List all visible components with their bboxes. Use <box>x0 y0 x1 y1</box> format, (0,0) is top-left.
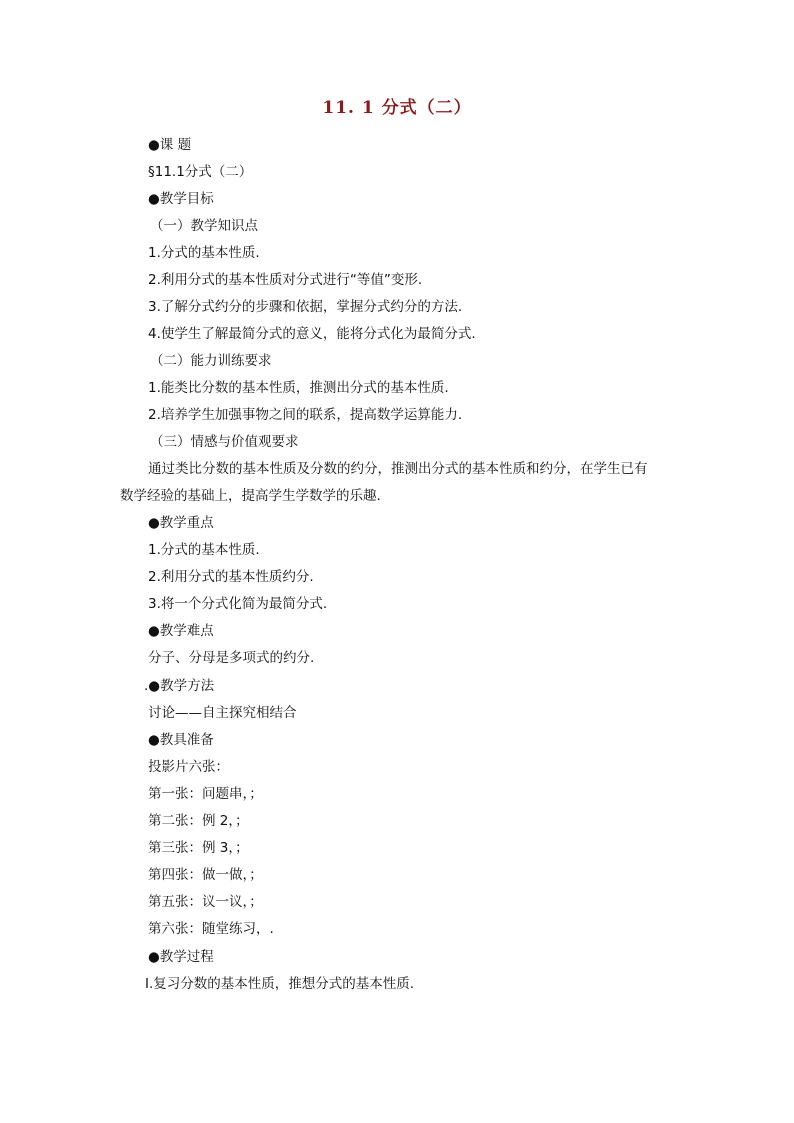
list-item: 2.利用分式的基本性质约分. <box>148 569 314 585</box>
subheading-ability: （二）能力训练要求 <box>150 353 272 369</box>
section-heading-difficulties: ●教学难点 <box>148 623 214 639</box>
list-item: 3.了解分式约分的步骤和依据，掌握分式约分的方法. <box>148 299 463 315</box>
section-heading-topic: ●课 题 <box>148 137 192 153</box>
list-item: 2.培养学生加强事物之间的联系，提高数学运算能力. <box>148 407 463 423</box>
paragraph-line: 数学经验的基础上，提高学生学数学的乐趣. <box>120 488 381 504</box>
paragraph-line: 通过类比分数的基本性质及分数的约分，推测出分式的基本性质和约分，在学生已有 <box>148 461 648 477</box>
paragraph-line: 投影片六张： <box>148 759 229 775</box>
section-heading-materials: ●教具准备 <box>148 732 214 748</box>
list-item: 1.分式的基本性质. <box>148 245 260 261</box>
subheading-knowledge: （一）教学知识点 <box>150 218 258 234</box>
list-item: 第五张：议一议，； <box>148 894 263 910</box>
paragraph-line: 分子、分母是多项式的约分. <box>148 650 315 666</box>
list-item: 1.能类比分数的基本性质，推测出分式的基本性质. <box>148 380 449 396</box>
paragraph-line: 讨论——自主探究相结合 <box>148 705 297 721</box>
topic-text: §11.1分式（二） <box>148 164 253 180</box>
list-item: 第二张：例 2，； <box>148 813 249 829</box>
subheading-emotion: （三）情感与价值观要求 <box>150 434 299 450</box>
list-item: 4.使学生了解最简分式的意义，能将分式化为最简分式. <box>148 326 476 342</box>
paragraph-line: Ⅰ.复习分数的基本性质，推想分式的基本性质. <box>145 976 415 992</box>
section-heading-objectives: ●教学目标 <box>148 191 214 207</box>
list-item: 第四张：做一做，； <box>148 867 263 883</box>
list-item: 1.分式的基本性质. <box>148 542 260 558</box>
list-item: 2.利用分式的基本性质对分式进行“等值”变形. <box>148 272 423 288</box>
list-item: 第三张：例 3，； <box>148 840 249 856</box>
section-heading-methods: .●教学方法 <box>144 678 215 694</box>
list-item: 3.将一个分式化简为最简分式. <box>148 596 328 612</box>
document-title: 11. 1 分式（二） <box>322 98 472 118</box>
section-heading-key-points: ●教学重点 <box>148 515 214 531</box>
section-heading-process: ●教学过程 <box>148 949 214 965</box>
list-item: 第六张：随堂练习，. <box>148 921 274 937</box>
list-item: 第一张：问题串，； <box>148 786 263 802</box>
